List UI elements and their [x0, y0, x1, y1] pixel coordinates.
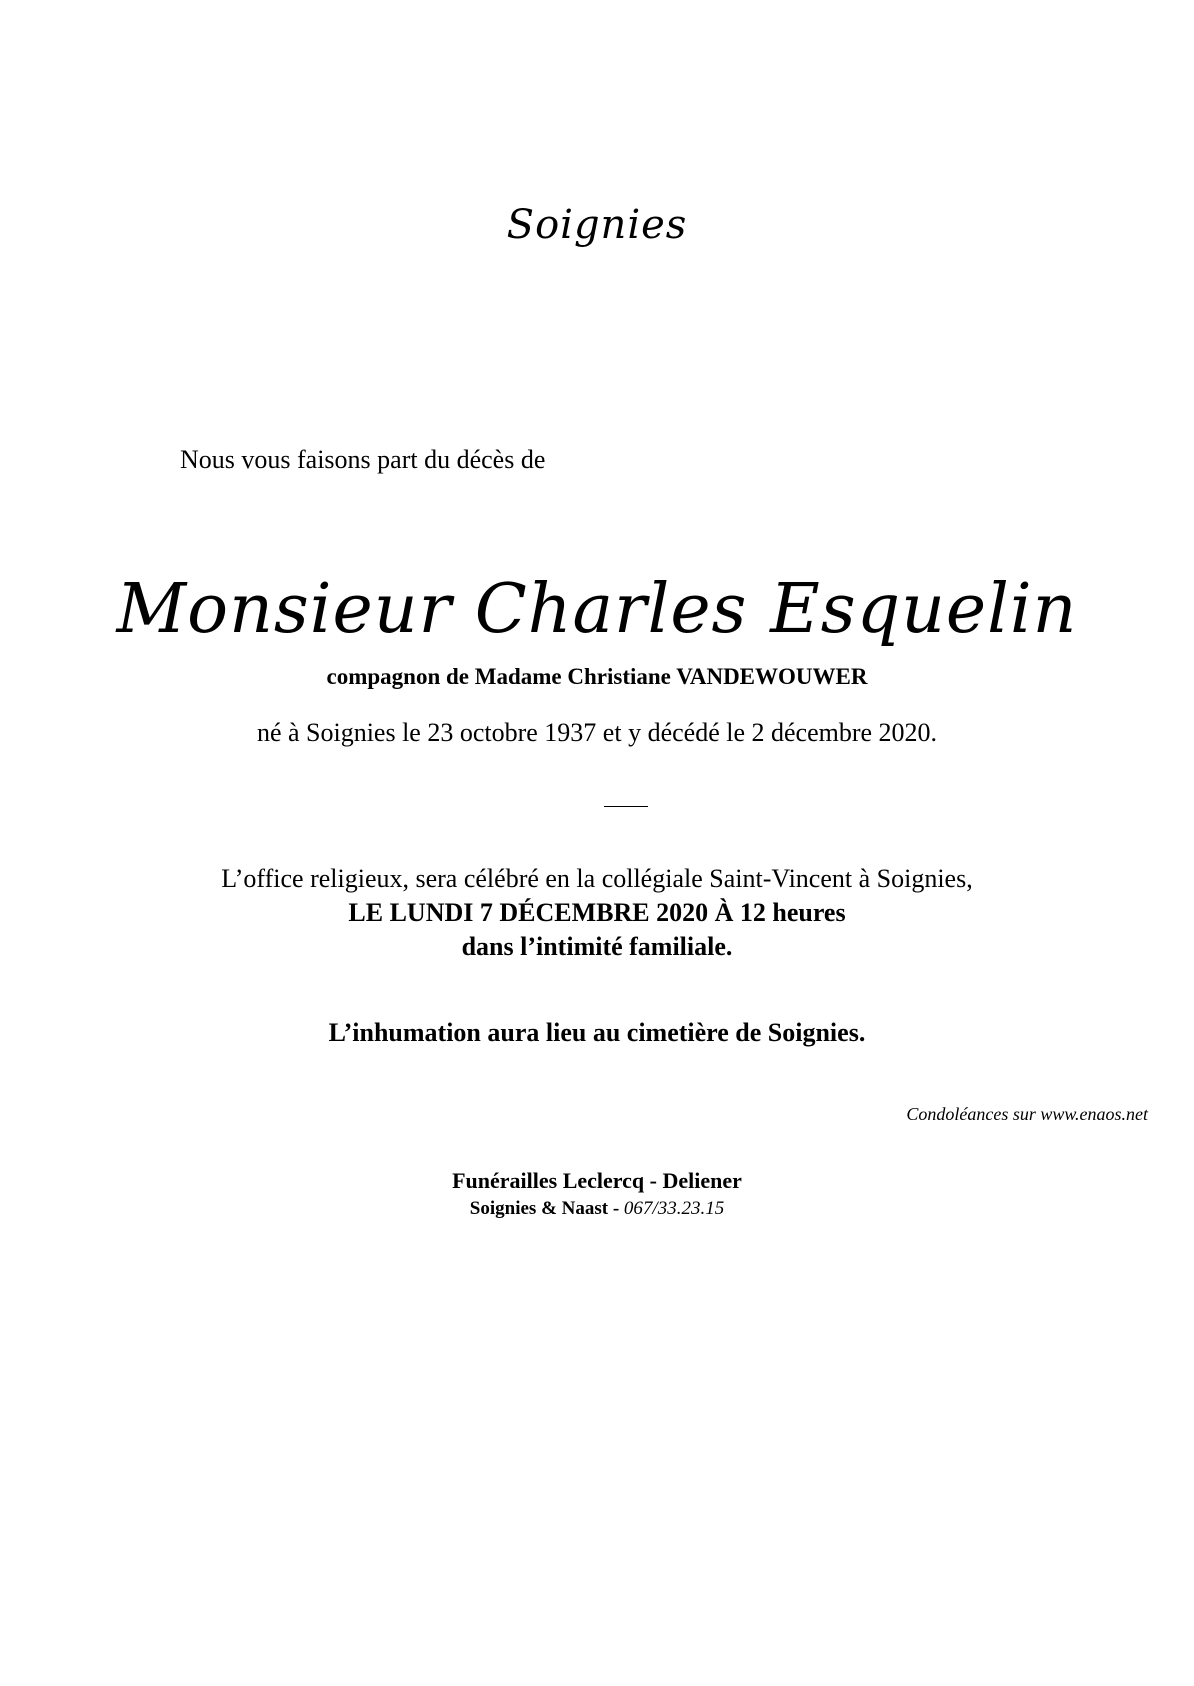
companion-text: compagnon de Madame Christiane VANDEWOUWER	[326, 664, 868, 689]
funeral-home-phone: 067/33.23.15	[623, 1198, 725, 1219]
separator-line	[604, 806, 648, 807]
ceremony-block	[0, 862, 1194, 964]
condolences-text: Condoléances sur www.enaos.net	[906, 1104, 1148, 1124]
funeral-home-block	[0, 1168, 1194, 1220]
burial-text: L’inhumation aura lieu au cimetière de Soignies.	[328, 1018, 866, 1047]
deceased-name: Monsieur Charles Esquelin	[116, 570, 1078, 649]
intro-text: Nous vous faisons part du décès de	[180, 445, 546, 474]
funeral-home-places: Soignies & Naast -	[469, 1198, 624, 1219]
birth-death-dates: né à Soignies le 23 octobre 1937 et y décédé le 2 décembre 2020.	[256, 718, 938, 747]
funeral-home-name: Funérailles Leclercq - Deliener	[452, 1168, 742, 1193]
ceremony-privacy: dans l’intimité familiale.	[461, 932, 733, 961]
ceremony-date-time: LE LUNDI 7 DÉCEMBRE 2020 À 12 heures	[348, 898, 846, 927]
office-text: L’office religieux, sera célébré en la collégiale Saint-Vincent à Soignies,	[221, 864, 973, 893]
town-heading: Soignies	[506, 202, 688, 248]
funeral-home-contact	[0, 1198, 1194, 1220]
